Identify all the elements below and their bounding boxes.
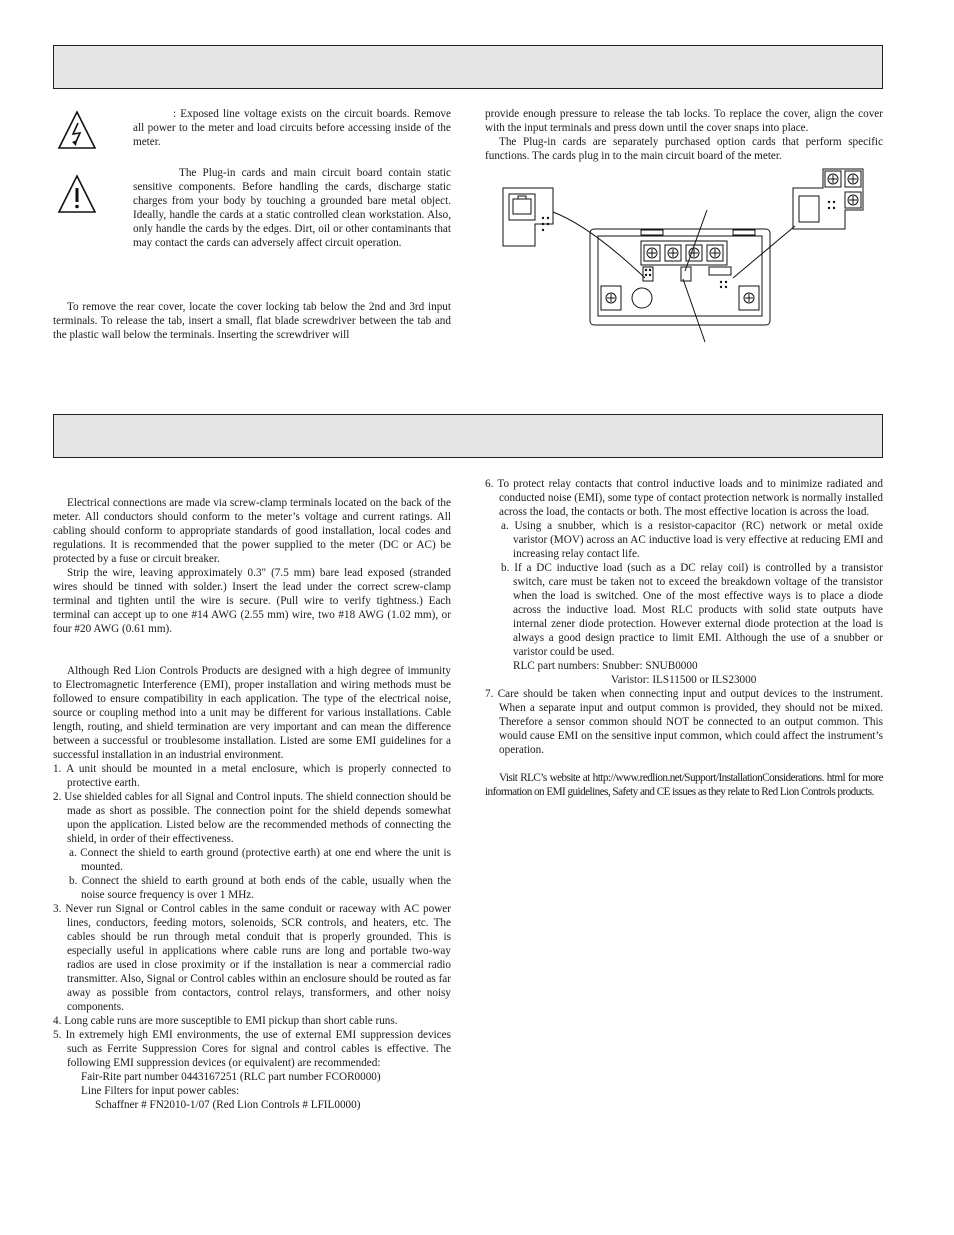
strip-wire-paragraph: Strip the wire, leaving approximately 0.3" (7.5 mm) bare lead exposed (stranded wires should be tinned with solder.) Insert the lead under the correct screw-clamp terminal and tighten until the wire is secure. (Pull wire to verify tightness.) Each terminal can accept up to one #14 AWG (2.55 mm) wire, two #18 AWG (1.02 mm), or four #20 AWG (0.61 mm).: [53, 567, 451, 635]
connections-paragraph: Electrical connections are made via screw-clamp terminals located on the back of the meter. All conductors should conform to the meter’s voltage and current ratings. All cabling should conform to appropriate standards of good installation, local codes and regulations. It is recommended that the power supplied to the meter (DC or AC) be protected by a fuse or circuit breaker.: [53, 497, 451, 565]
terminal-screw: [644, 245, 660, 261]
cover-removal-paragraph: To remove the rear cover, locate the cover locking tab below the 2nd and 3rd input terminals. To release the tab, insert a small, flat blade screwdriver between the tab and the plastic wall below the terminals. Inserting the screwdriver will: [53, 301, 451, 341]
list-item: 6. To protect relay contacts that control inductive loads and to minimize radiated and conducted noise (EMI), some type of contact protection network is normally installed across the load, the contacts or both. The most effective location is across the load.: [485, 478, 883, 518]
section-banner-top: [53, 45, 883, 89]
emi-intro-paragraph: Although Red Lion Controls Products are designed with a high degree of immunity to Electromagnetic Interference (EMI), proper installation and wiring methods must be followed to ensure compatibility in each application. The type of the electrical noise, source or coupling method into a unit may be different for various installations. Cable length, routing, and shield termination are very important and can mean the difference between a successful or troublesome installation. Listed are some EMI guidelines for a successful installation in an industrial environment.: [53, 665, 451, 761]
varistor-part-numbers: Varistor: ILS11500 or ILS23000: [611, 674, 757, 686]
terminal-screw: [825, 171, 841, 187]
warning-line-voltage: : Exposed line voltage exists on the circuit boards. Remove all power to the meter and load circuits before accessing inside of the meter.: [133, 108, 451, 148]
ferrite-part-number: Fair-Rite part number 0443167251 (RLC part number FCOR0000): [81, 1071, 381, 1083]
list-item: 5. In extremely high EMI environments, the use of external EMI suppression devices such as Ferrite Suppression Cores for signal and control cables is effective. The following EMI suppression devices (or equivalent) are recommended:: [53, 1029, 451, 1069]
rlc-part-numbers: RLC part numbers: Snubber: SNUB0000: [513, 660, 698, 672]
cover-continued-text: [485, 107, 883, 163]
cover-removal-text: [53, 300, 451, 342]
list-item: 3. Never run Signal or Control cables in the same conduit or raceway with AC power lines, conductors, feeding motors, solenoids, SCR controls, and heaters, etc. The cables should be run through metal conduit that is properly grounded. This is especially useful in applications where cable runs are long and portable two-way radios are used in close proximity or if the installation is near a commercial radio transmitter. Also, Signal or Control cables within an enclosure should be routed as far away as possible from contactors, control relays, transformers, and other noisy components.: [53, 903, 451, 1013]
left-card-outline: [503, 188, 553, 246]
terminal-screw: [845, 171, 861, 187]
warning-text-1: [133, 107, 451, 149]
wiring-right-column: [485, 477, 883, 799]
visit-website-paragraph: Visit RLC’s website at http://www.redlion.net/Support/InstallationConsiderations. html for more information on EMI guidelines, Safety and CE issues as they relate to Red Lion Controls products.: [485, 772, 883, 798]
section-banner-wiring: [53, 414, 883, 458]
terminal-screw: [845, 192, 861, 208]
list-item: 4. Long cable runs are more susceptible to EMI pickup than short cable runs.: [53, 1015, 398, 1027]
schaffner-part-number: Schaffner # FN2010-1/07 (Red Lion Controls # LFIL0000): [95, 1099, 361, 1111]
meter-housing: [590, 229, 770, 325]
list-subitem: a. Connect the shield to earth ground (protective earth) at one end where the unit is mounted.: [69, 847, 451, 873]
terminal-screw: [665, 245, 681, 261]
list-subitem: a. Using a snubber, which is a resistor-capacitor (RC) network or metal oxide varistor (MOV) across an AC inductive load is very effective at reducing EMI and increasing relay contact life.: [501, 520, 883, 560]
list-subitem: b. Connect the shield to earth ground at both ends of the cable, usually when the noise source frequency is over 1 MHz.: [69, 875, 451, 901]
warning-static: The Plug-in cards and main circuit board contain static sensitive components. Before handling the cards, discharge static charges from your body by touching a grounded bare metal object. Ideally, handle the cards at a static controlled clean workstation. Also, only handle the cards by the edges. Dirt, oil or other contaminants that may contact the cards can adversely affect circuit operation.: [133, 167, 451, 249]
plugin-cards-paragraph: The Plug-in cards are separately purchased option cards that perform specific functions. The cards plug in to the main circuit board of the meter.: [485, 136, 883, 162]
plug-in-card-diagram: [495, 166, 885, 346]
wiring-left-column: [53, 496, 451, 1112]
list-item: 7. Care should be taken when connecting input and output devices to the instrument. When a separate input and output common is provided, they should not be mixed. Therefore a sensor common should NOT be connected to an output common. This would cause EMI on the sensitive input common, which could affect the instrument’s operation.: [485, 688, 883, 756]
line-filters-label: Line Filters for input power cables:: [81, 1085, 240, 1097]
terminal-screw: [707, 245, 723, 261]
electrical-hazard-icon: [56, 109, 98, 151]
list-item: 1. A unit should be mounted in a metal enclosure, which is properly connected to protective earth.: [53, 763, 451, 789]
warning-text-2: [133, 166, 451, 250]
list-item: 2. Use shielded cables for all Signal and Control inputs. The shield connection should be made as short as possible. The connection point for the shield depends somewhat upon the application. Listed below are the recommended methods of connecting the shield, in order of their effectiveness.: [53, 791, 451, 845]
terminal-screw: [606, 293, 616, 303]
cover-continued-paragraph: provide enough pressure to release the tab locks. To replace the cover, align the cover with the input terminals and press down until the cover snaps into place.: [485, 108, 883, 134]
terminal-screw: [744, 293, 754, 303]
caution-icon: [56, 173, 98, 215]
list-subitem: b. If a DC inductive load (such as a DC relay coil) is controlled by a transistor switch, care must be taken not to exceed the breakdown voltage of the transistor when the load is switched. One of the most effective ways is to place a diode across the inductive load. Most RLC products with solid state outputs have internal zener diode protection. However external diode protection at the load is always a good design practice to limit EMI. Although the use of a snubber or varistor could be used.: [501, 562, 883, 658]
